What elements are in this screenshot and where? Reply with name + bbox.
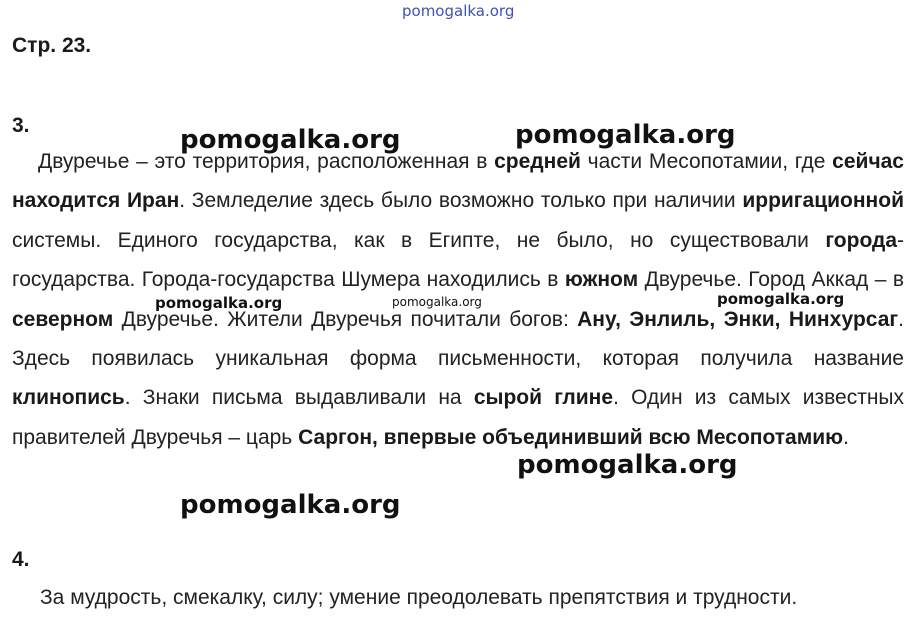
text-segment: Двуречье. Жители Двуречья почитали богов: [113,307,578,331]
text-segment: . Земледелие здесь было возможно только при наличии [179,189,743,213]
watermark: pomogalka.org [517,450,738,480]
text-segment: . Один из самых известных правителей Двуречья – царь [12,386,905,449]
watermark: pomogalka.org [402,2,515,20]
highlighted-term: северном [12,307,114,331]
text-segment: Двуречье – это территория, расположенная в [38,150,495,173]
highlighted-term: Саргон, впервые объединивший всю Месопотамию [298,425,844,449]
watermark: pomogalka.org [515,120,736,150]
text-segment: системы. Единого государства, как в Египте, не было, но существовали [12,228,826,252]
task-number-3: 3. [12,114,30,137]
task-4-answer: За мудрость, смекалку, силу; умение преодолевать препятствия и трудности. [40,586,798,609]
highlighted-term: сейчас находится Иран [12,150,904,213]
highlighted-term: сырой глине [473,386,614,410]
page-title: Стр. 23. [12,34,92,57]
text-segment: Двуречье. Город Аккад – в [638,268,904,292]
highlighted-term: южном [564,268,639,292]
text-segment: . [843,425,849,449]
text-segment: . Здесь появилась уникальная форма письменности, которая получила название [12,307,904,371]
text-segment: -государства. Города-государства Шумера находились в [12,228,904,292]
highlighted-term: города [825,228,897,252]
highlighted-term: клинопись [12,386,125,410]
task-number-4: 4. [12,548,30,571]
text-segment: части Месопотамии, где [580,150,833,173]
watermark: pomogalka.org [180,125,401,155]
highlighted-term: средней [494,150,581,173]
watermark: pomogalka.org [392,295,482,309]
text-segment: . Знаки письма выдавливали на [124,386,474,410]
highlighted-term: Ану, Энлиль, Энки, Нинхурсаг [577,307,899,331]
highlighted-term: ирригационной [742,189,904,213]
watermark: pomogalka.org [155,294,283,312]
watermark: pomogalka.org [180,490,401,520]
watermark: pomogalka.org [717,290,845,308]
